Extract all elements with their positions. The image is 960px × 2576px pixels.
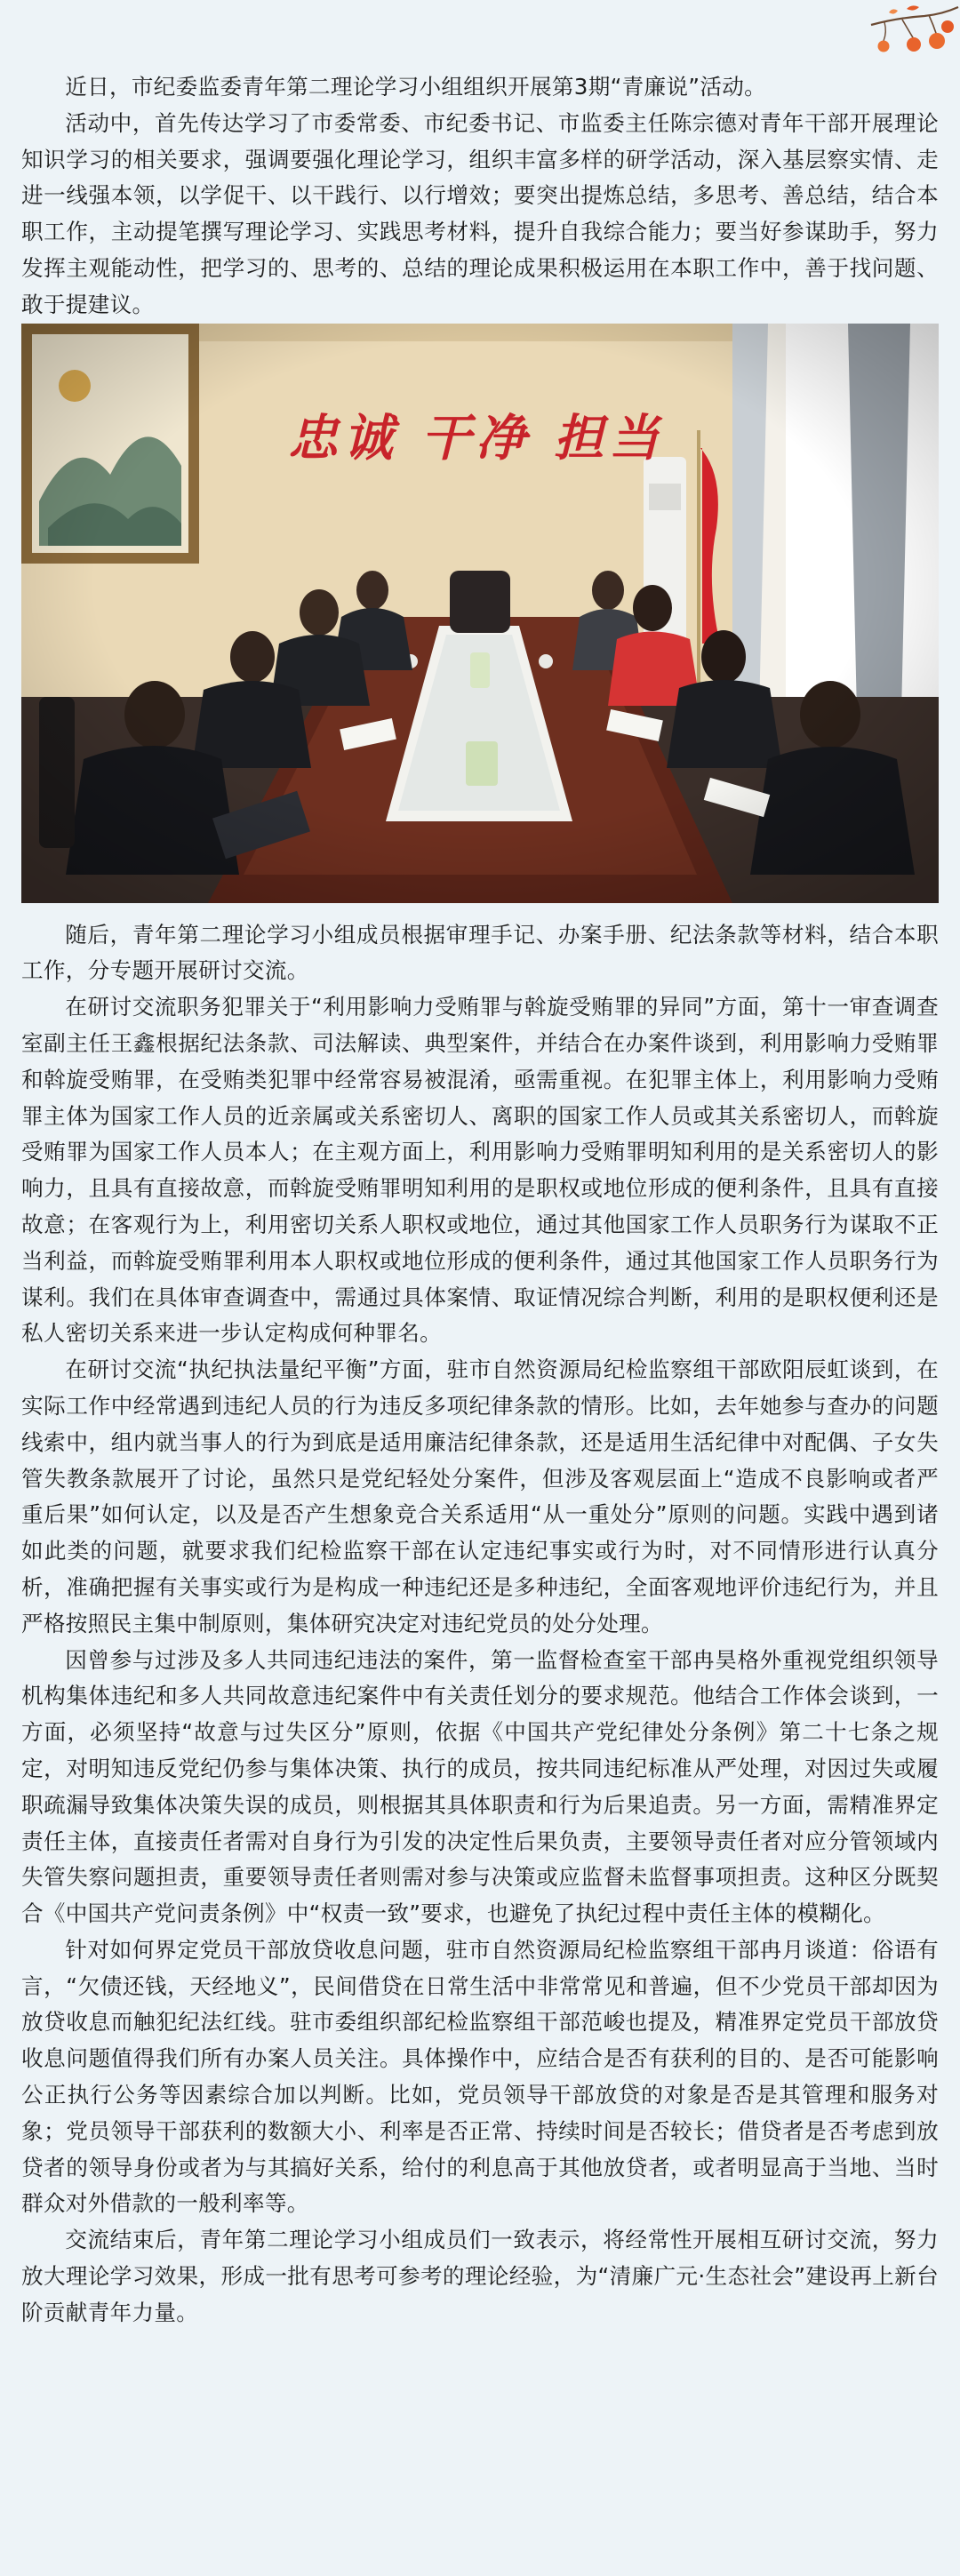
meeting-photo bbox=[21, 324, 939, 903]
paragraph-bribery-topic: 在研讨交流职务犯罪关于“利用影响力受贿罪与斡旋受贿罪的异同”方面，第十一审查调查室副主任王鑫根据纪法条款、司法解读、典型案件，并结合在办案件谈到，利用影响力受贿罪和斡旋受贿罪，在受贿类犯罪中经常容易被混淆，亟需重视。在犯罪主体上，利用影响力受贿罪主体为国家工作人员的近亲属或关系密切人、离职的国家工作人员或其关系密切人，而斡旋受贿罪为国家工作人员本人；在主观方面上，利用影响力受贿罪明知利用的是关系密切人的影响力，且具有直接故意，而斡旋受贿罪明知利用的是职权或地位形成的便利条件，且具有直接故意；在客观行为上，利用密切关系人职权或地位，通过其他国家工作人员职务行为谋取不正当利益，而斡旋受贿罪利用本人职权或地位形成的便利条件，通过其他国家工作人员职务行为谋利。我们在具体审查调查中，需通过具体案情、取证情况综合判断，利用的是职权便利还是私人密切关系来进一步认定构成何种罪名。 bbox=[21, 994, 939, 1347]
article-body bbox=[21, 69, 939, 2332]
paragraph-discussion-intro: 随后，青年第二理论学习小组成员根据审理手记、办案手册、纪法条款等材料，结合本职工作，分专题开展研讨交流。 bbox=[21, 921, 939, 984]
paragraph-intro: 近日，市纪委监委青年第二理论学习小组组织开展第3期“青廉说”活动。 bbox=[65, 74, 767, 100]
paragraph-responsibility: 因曾参与过涉及多人共同违纪违法的案件，第一监督检查室干部冉昊格外重视党组织领导机构集体违纪和多人共同故意违纪案件中有关责任划分的要求规范。他结合工作体会谈到，一方面，必须坚持“故意与过失区分”原则，依据《中国共产党纪律处分条例》第二十七条之规定，对明知违反党纪仍参与集体决策、执行的成员，按共同违纪标准从严处理，对因过失或履职疏漏导致集体决策失误的成员，则根据其具体职责和行为后果追责。另一方面，需精准界定责任主体，直接责任者需对自身行为引发的决定性后果负责，主要领导责任者对应分管领域内失管失察问题担责，重要领导责任者则需对参与决策或应监督未监督事项担责。这种区分既契合《中国共产党问责条例》中“权责一致”要求，也避免了执纪过程中责任主体的模糊化。 bbox=[21, 1646, 939, 1927]
paragraph-discipline-balance: 在研讨交流“执纪执法量纪平衡”方面，驻市自然资源局纪检监察组干部欧阳辰虹谈到，在实际工作中经常遇到违纪人员的行为违反多项纪律条款的情形。比如，去年她参与查办的问题线索中，组内就当事人的行为到底是适用廉洁纪律条款，还是适用生活纪律中对配偶、子女失管失教条款展开了讨论，虽然只是党纪轻处分案件，但涉及客观层面上“造成不良影响或者严重后果”如何认定，以及是否产生想象竞合关系适用“从一重处分”原则的问题。实践中遇到诸如此类的问题，就要求我们纪检监察干部在认定违纪事实或行为时，对不同情形进行认真分析，准确把握有关事实或行为是构成一种违纪还是多种违纪，全面客观地评价违纪行为，并且严格按照民主集中制原则，集体研究决定对违纪党员的处分处理。 bbox=[21, 1356, 939, 1636]
paragraph-activity: 活动中，首先传达学习了市委常委、市纪委书记、市监委主任陈宗德对青年干部开展理论知识学习的相关要求，强调要强化理论学习，组织丰富多样的研学活动，深入基层察实情、走进一线强本领，以学促干、以干践行、以行增效；要突出提炼总结，多思考、善总结，结合本职工作，主动提笔撰写理论学习、实践思考材料，提升自我综合能力；要当好参谋助手，努力发挥主观能动性，把学习的、思考的、总结的理论成果积极运用在本职工作中，善于找问题、敢于提建议。 bbox=[21, 109, 939, 317]
paragraph-conclusion: 交流结束后，青年第二理论学习小组成员们一致表示，将经常性开展相互研讨交流，努力放大理论学习效果，形成一批有思考可参考的理论经验，为“清廉广元·生态社会”建设再上新台阶贡献青年力量。 bbox=[21, 2227, 939, 2325]
persimmon-branch-decoration bbox=[862, 0, 960, 71]
wall-slogan: 忠诚 干净 担当 bbox=[288, 408, 664, 468]
paragraph-lending-interest: 针对如何界定党员干部放贷收息问题，驻市自然资源局纪检监察组干部冉月谈道：俗语有言，“欠债还钱，天经地义”，民间借贷在日常生活中非常常见和普遍，但不少党员干部却因为放贷收息而触犯纪法红线。驻市委组织部纪检监察组干部范峻也提及，精准界定党员干部放贷收息问题值得我们所有办案人员关注。具体操作中，应结合是否有获利的目的、是否可能影响公正执行公务等因素综合加以判断。比如，党员领导干部放贷的对象是否是其管理和服务对象；党员领导干部获利的数额大小、利率是否正常、持续时间是否较长；借贷者是否考虑到放贷者的领导身份或者为与其搞好关系，给付的利息高于其他放贷者，或者明显高于当地、当时群众对外借款的一般利率等。 bbox=[21, 1936, 939, 2217]
